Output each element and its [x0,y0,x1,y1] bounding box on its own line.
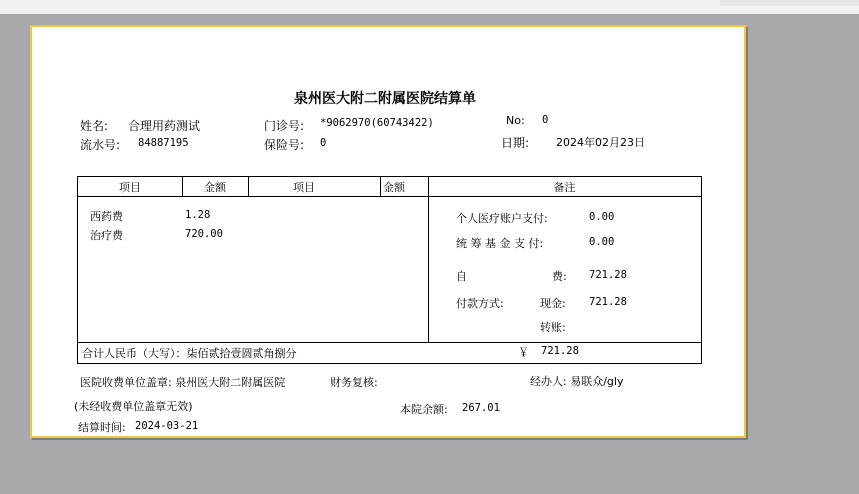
settle-time-value: 2024-03-21 [135,420,199,432]
remarks-divider [428,177,429,342]
item-name: 西药费 [90,210,123,223]
self-pay-label: 自 [456,270,467,283]
finance-review-label: 财务复核: [330,376,378,389]
personal-account-label: 个人医疗账户支付: [456,212,548,225]
no-label: No: [506,114,525,127]
insurance-no: 0 [320,137,327,149]
self-pay-value: 721.28 [589,269,627,281]
self-pay-label-suffix: 费: [552,270,567,283]
pooled-fund-label: 统 筹 基 金 支 付: [456,237,544,250]
personal-account-value: 0.00 [589,211,615,223]
stamp-label: 医院收费单位盖章: 泉州医大附二附属医院 [80,376,286,389]
header-amount-2: 金额 [383,181,405,194]
top-strip-bar [720,0,859,6]
cash-value: 721.28 [589,296,627,308]
item-name: 治疗费 [90,229,123,242]
currency-symbol: ￥ [518,346,529,359]
item-amount: 720.00 [185,228,223,240]
date-label: 日期: [501,136,530,150]
operator-label: 经办人: 易联众/gly [530,375,624,388]
payment-method-label: 付款方式: [456,297,504,310]
transfer-label: 转账: [540,321,566,334]
header-item-1: 项目 [119,181,141,194]
fee-table [77,176,702,364]
pooled-fund-value: 0.00 [589,236,615,248]
balance-value: 267.01 [462,402,500,414]
header-divider [78,196,701,197]
total-divider [78,342,701,343]
header-amount-1: 金额 [204,181,226,194]
serial-label: 流水号: [80,138,121,152]
item-amount: 1.28 [185,209,211,221]
settlement-document [30,25,746,438]
balance-label: 本院余额: [400,403,448,416]
clinic-no: *9062970(60743422) [320,117,434,129]
invalid-note: (未经收费单位盖章无效) [74,400,193,413]
cash-label: 现金: [540,297,566,310]
total-amount: 721.28 [541,345,579,357]
name-label: 姓名: [80,119,109,133]
clinic-no-label: 门诊号: [264,119,305,133]
document-title: 泉州医大附二附属医院结算单 [294,91,476,107]
insurance-label: 保险号: [264,138,305,152]
header-item-2: 项目 [293,181,315,194]
serial-no: 84887195 [138,137,189,149]
top-strip [0,0,859,14]
no-value: 0 [542,114,549,126]
total-uppercase: 合计人民币（大写）：柒佰贰拾壹圆贰角捌分 [82,347,297,360]
patient-name: 合理用药测试 [128,119,201,133]
settle-time-label: 结算时间: [78,421,126,434]
header-remarks: 备注 [553,181,576,194]
date-value: 2024年02月23日 [556,136,645,149]
